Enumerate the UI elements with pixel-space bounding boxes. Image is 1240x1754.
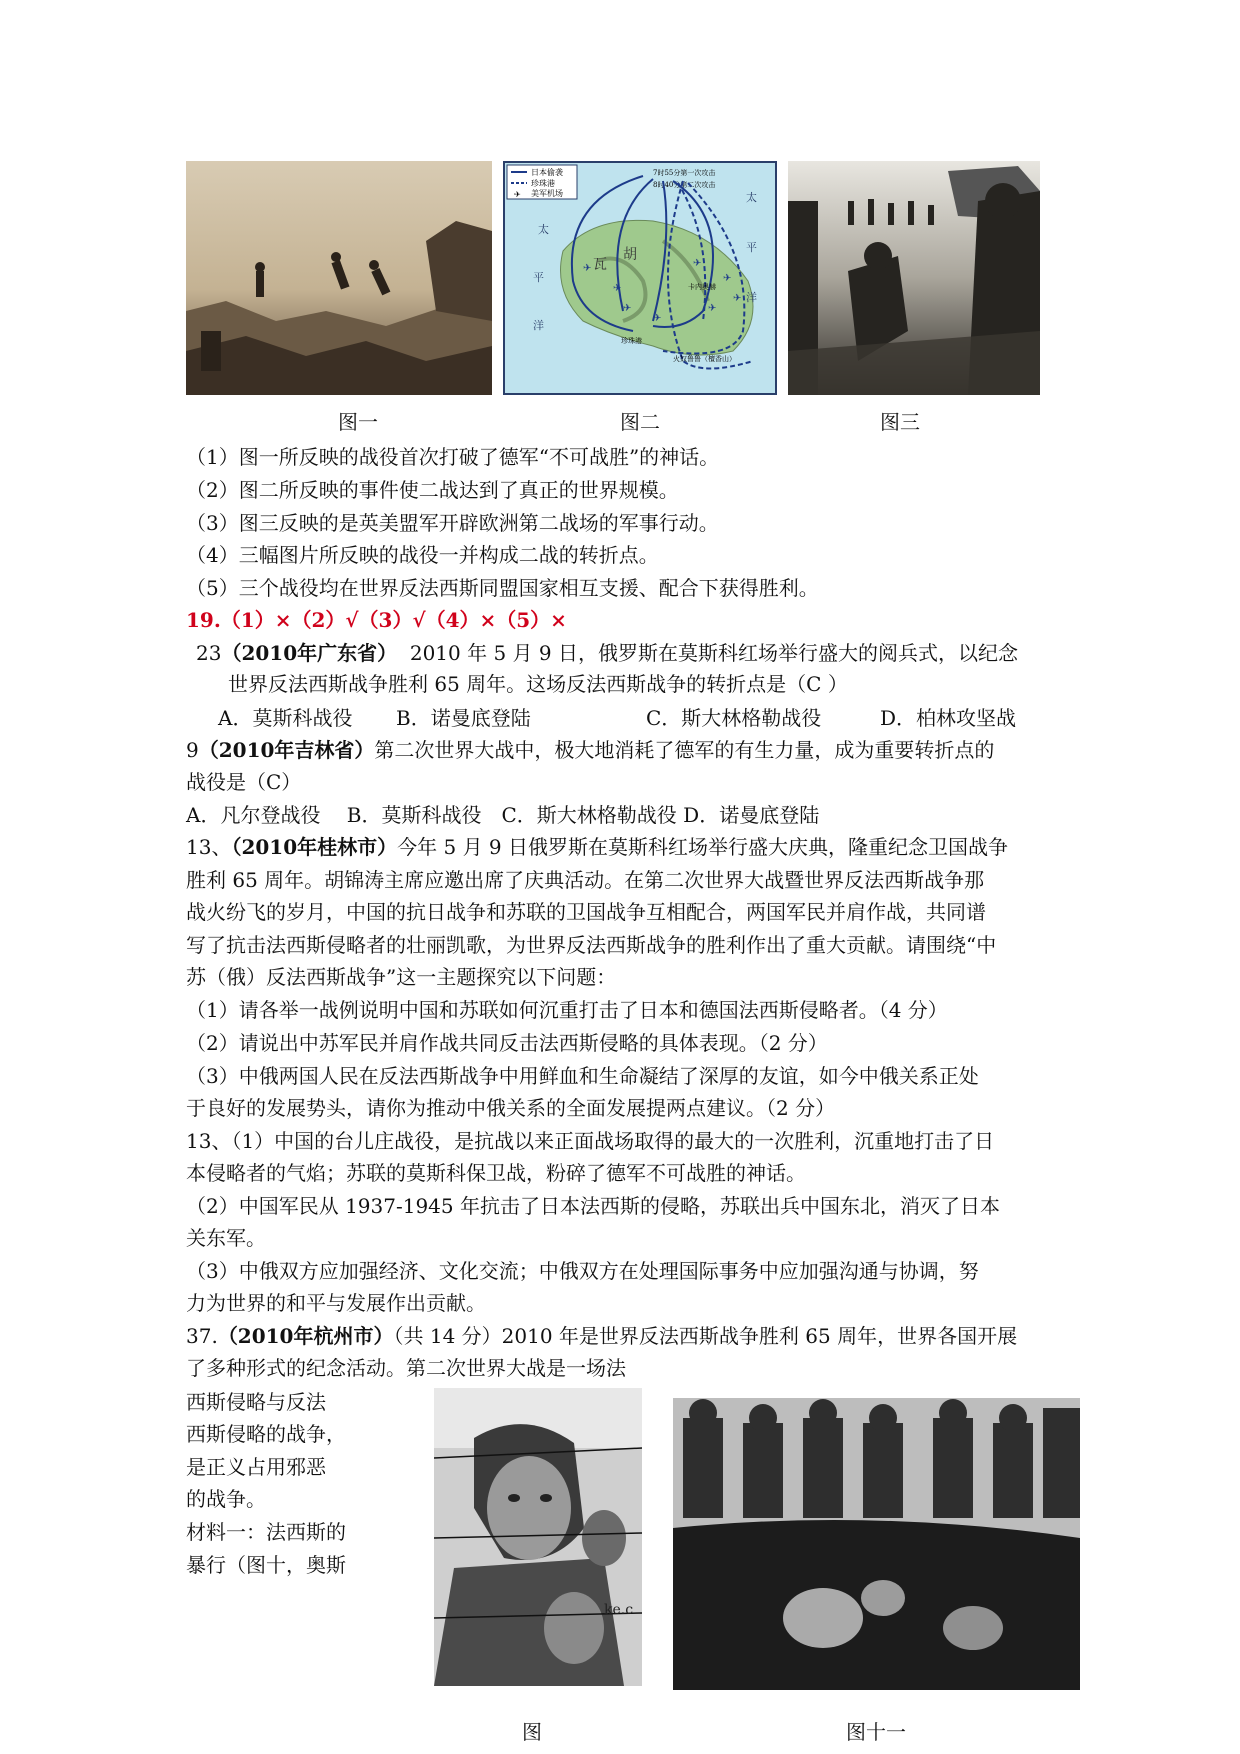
q23-number: 23 — [196, 641, 222, 665]
q13-line1: 今年 5 月 9 日俄罗斯在莫斯科红场举行盛大庆典，隆重纪念卫国战争 — [397, 835, 1009, 859]
q23-line1: 2010 年 5 月 9 日，俄罗斯在莫斯科红场举行盛大的阅兵式，以纪念 — [409, 641, 1018, 665]
q13-sub-3-cont: 于良好的发展势头，请你为推动中俄关系的全面发展提两点建议。（2 分） — [186, 1096, 836, 1120]
svg-text:✈: ✈ — [514, 190, 521, 199]
q9-line1: 第二次世界大战中，极大地消耗了德军的有生力量，成为重要转折点的 — [374, 738, 995, 762]
q19-item-3: （3）图三反映的是英美盟军开辟欧洲第二战场的军事行动。 — [186, 511, 719, 535]
q9-options: A．凡尔登战役 B．莫斯科战役 C．斯大林格勒战役 D．诺曼底登陆 — [186, 803, 820, 827]
figure-2-map — [503, 161, 777, 395]
figure-10-photo — [434, 1388, 642, 1686]
q13-answer-2: （2）中国军民从 1937-1945 年抗击了日本法西斯的侵略，苏联出兵中国东北，消灭了日本 — [186, 1194, 1000, 1218]
map-label-ping-right: 平 — [746, 241, 757, 254]
q13-line-4: 写了抗击法西斯侵略者的壮丽凯歌，为世界反法西斯战争的胜利作出了重大贡献。请围绕“中 — [186, 933, 997, 957]
q23-line2: 世界反法西斯战争胜利 65 周年。这场反法西斯战争的转折点是（C ） — [228, 672, 848, 696]
figure-10-caption: 图 — [522, 1720, 542, 1744]
q37-line1: （共 14 分）2010 年是世界反法西斯战争胜利 65 周年，世界各国开展 — [393, 1324, 1018, 1348]
svg-text:✈: ✈ — [583, 263, 592, 274]
q23-option-b: B．诺曼底登陆 — [396, 706, 531, 730]
q37-number: 37. — [186, 1324, 218, 1348]
svg-text:✈: ✈ — [613, 283, 622, 294]
map-second-wave: 8时40分第二次攻击 — [653, 181, 716, 189]
q23-option-d: D．柏林攻坚战 — [880, 706, 1017, 730]
map-legend-pearl: 珍珠港 — [531, 179, 555, 188]
q37-source: （2010年杭州市） — [217, 1324, 394, 1348]
map-legend-airfield: 美军机场 — [531, 189, 563, 198]
q19-answer: 19.（1）×（2）√（3）√（4）×（5）× — [186, 608, 567, 632]
figure-11-caption: 图十一 — [846, 1720, 906, 1744]
map-label-wa: 瓦 — [593, 257, 607, 273]
q37-side-3: 是正义占用邪恶 — [186, 1455, 326, 1479]
q13-sub-3: （3）中俄两国人民在反法西斯战争中用鲜血和生命凝结了深厚的友谊，如今中俄关系正处 — [186, 1064, 979, 1088]
q37-side-1: 西斯侵略与反法 — [186, 1390, 326, 1414]
q23-option-a: A．莫斯科战役 — [218, 706, 353, 730]
q19-item-4: （4）三幅图片所反映的战役一并构成二战的转折点。 — [186, 543, 659, 567]
q13-source: （2010年桂林市） — [231, 835, 398, 859]
figure-11-photo — [673, 1398, 1080, 1690]
figure-3-caption: 图三 — [880, 410, 920, 434]
q23-source: （2010年广东省） — [221, 641, 398, 665]
svg-text:✈: ✈ — [708, 303, 717, 314]
q37-side-2: 西斯侵略的战争， — [186, 1422, 346, 1446]
figure-1-caption: 图一 — [338, 410, 378, 434]
svg-text:✈: ✈ — [653, 313, 662, 324]
q37-question — [186, 1320, 1017, 1352]
map-label-tai-right: 太 — [746, 191, 757, 204]
svg-text:✈: ✈ — [693, 258, 702, 269]
q13-sub-2: （2）请说出中苏军民并肩作战共同反击法西斯侵略的具体表现。（2 分） — [186, 1031, 828, 1055]
svg-text:✈: ✈ — [723, 273, 732, 284]
figure-3-photo — [788, 161, 1040, 395]
map-label-yang-left: 洋 — [533, 319, 544, 332]
q13-number: 13、 — [186, 835, 232, 859]
map-legend-attack: 日本偷袭 — [531, 168, 563, 177]
map-label-hu: 胡 — [623, 247, 637, 263]
q19-item-5: （5）三个战役均在世界反法西斯同盟国家相互支援、配合下获得胜利。 — [186, 576, 819, 600]
q23-option-c: C．斯大林格勒战役 — [646, 706, 822, 730]
q13-answer-3-cont: 力为世界的和平与发展作出贡献。 — [186, 1291, 486, 1315]
watermark-text: ke.c — [604, 1602, 634, 1618]
figure-1-photo — [186, 161, 492, 395]
q13-answer-1: 13、（1）中国的台儿庄战役，是抗战以来正面战场取得的最大的一次胜利，沉重地打击了日 — [186, 1129, 995, 1153]
q9-number: 9 — [186, 738, 199, 762]
map-label-kaneohe: 卡内奥赫 — [688, 283, 716, 291]
q23-question — [196, 637, 1018, 669]
q37-side-4: 的战争。 — [186, 1487, 266, 1511]
q13-line-2: 胜利 65 周年。胡锦涛主席应邀出席了庆典活动。在第二次世界大战暨世界反法西斯战争那 — [186, 868, 985, 892]
q37-line2: 了多种形式的纪念活动。第二次世界大战是一场法 — [186, 1356, 626, 1380]
q19-item-2: （2）图二所反映的事件使二战达到了真正的世界规模。 — [186, 478, 679, 502]
q37-side-5: 材料一：法西斯的 — [186, 1520, 346, 1544]
q9-question — [186, 734, 994, 766]
map-label-honolulu: 火奴鲁鲁（檀香山） — [673, 355, 736, 363]
map-label-pearl: 珍珠港 — [621, 337, 642, 345]
map-label-yang-right: 洋 — [746, 291, 757, 304]
q13-line-5: 苏（俄）反法西斯战争”这一主题探究以下问题： — [186, 965, 617, 989]
svg-text:✈: ✈ — [623, 303, 632, 314]
q13-question — [186, 831, 1008, 863]
q9-line2: 战役是（C） — [186, 770, 302, 794]
q13-answer-1-cont: 本侵略者的气焰；苏联的莫斯科保卫战，粉碎了德军不可战胜的神话。 — [186, 1161, 806, 1185]
svg-text:✈: ✈ — [733, 293, 742, 304]
q19-item-1: （1）图一所反映的战役首次打破了德军“不可战胜”的神话。 — [186, 445, 720, 469]
q13-answer-2-cont: 关东军。 — [186, 1226, 266, 1250]
q9-source: （2010年吉林省） — [198, 738, 375, 762]
q13-line-3: 战火纷飞的岁月，中国的抗日战争和苏联的卫国战争互相配合，两国军民并肩作战，共同谱 — [186, 900, 986, 924]
figure-2-caption: 图二 — [620, 410, 660, 434]
q13-answer-3: （3）中俄双方应加强经济、文化交流；中俄双方在处理国际事务中应加强沟通与协调，努 — [186, 1259, 979, 1283]
map-label-ping-left: 平 — [533, 271, 544, 284]
map-label-tai-left: 太 — [538, 223, 549, 236]
q37-side-6: 暴行（图十，奥斯 — [186, 1553, 346, 1577]
map-first-wave: 7时55分第一次攻击 — [653, 169, 716, 177]
q13-sub-1: （1）请各举一战例说明中国和苏联如何沉重打击了日本和德国法西斯侵略者。（4 分） — [186, 998, 948, 1022]
